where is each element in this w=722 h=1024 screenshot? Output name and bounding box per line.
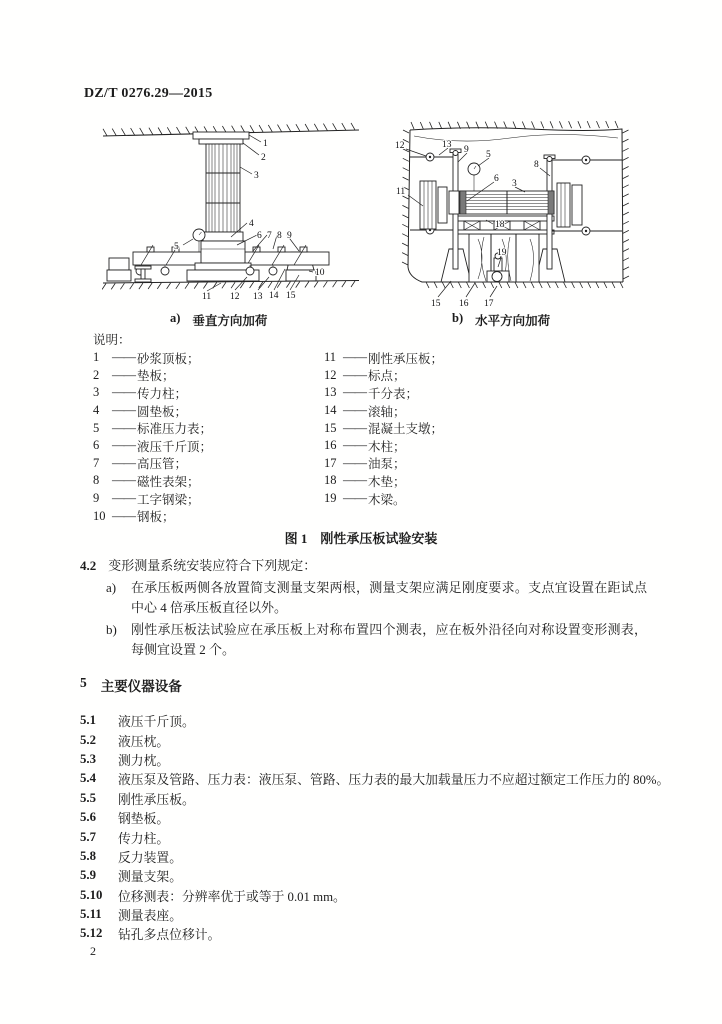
legend-item-dash: —— bbox=[343, 350, 366, 365]
subfigure-b-caption bbox=[452, 311, 550, 329]
clause-row bbox=[80, 711, 669, 730]
clause-number: 5.9 bbox=[80, 868, 96, 883]
callout-12: 12 bbox=[230, 292, 240, 302]
callout-5: 5 bbox=[486, 150, 491, 160]
section-title: 主要仪器设备 bbox=[100, 679, 182, 694]
clause-number: 5.11 bbox=[80, 907, 102, 922]
clause-text: 液压千斤顶。 bbox=[118, 715, 195, 730]
legend-item-label: 磁性表架； bbox=[137, 474, 200, 489]
legend-item-label: 砂浆顶板； bbox=[137, 351, 200, 366]
legend-item-dash: —— bbox=[343, 403, 366, 418]
legend-item-number: 3 bbox=[93, 385, 100, 400]
legend-item-dash: —— bbox=[112, 403, 135, 418]
legend-item-dash: —— bbox=[112, 438, 135, 453]
callout-18: 18 bbox=[495, 220, 505, 230]
legend-item-dash: —— bbox=[343, 491, 366, 506]
legend-item-number: 14 bbox=[324, 403, 337, 418]
legend-item bbox=[324, 402, 443, 420]
legend-item-number: 5 bbox=[93, 420, 100, 435]
legend-item bbox=[324, 490, 443, 508]
clause-number: 5.8 bbox=[80, 848, 96, 863]
legend-item bbox=[93, 455, 212, 473]
clause-row bbox=[80, 905, 669, 924]
standard-number: DZ/T 0276.29—2015 bbox=[84, 86, 213, 101]
legend-item bbox=[93, 349, 212, 367]
legend-item-number: 13 bbox=[324, 385, 337, 400]
legend-item-dash: —— bbox=[343, 385, 366, 400]
legend-item-number: 18 bbox=[324, 473, 337, 488]
legend-item-dash: —— bbox=[343, 367, 366, 382]
clause-row bbox=[80, 789, 669, 808]
callout-8: 8 bbox=[534, 160, 539, 170]
legend-item-label: 木柱； bbox=[368, 439, 406, 454]
legend-item-label: 滚轴； bbox=[368, 404, 406, 419]
figure-caption: 图 1 刚性承压板试验安装 bbox=[284, 531, 438, 546]
legend-item-dash: —— bbox=[112, 367, 135, 382]
legend-item-label: 木梁。 bbox=[368, 492, 406, 507]
legend-item-dash: —— bbox=[343, 455, 366, 470]
clause-text: 反力装置。 bbox=[118, 850, 182, 865]
clause-row bbox=[80, 886, 669, 905]
legend-item bbox=[93, 367, 212, 385]
callout-9: 9 bbox=[287, 231, 292, 241]
legend-item bbox=[324, 367, 443, 385]
legend-item bbox=[324, 455, 443, 473]
list-item bbox=[80, 620, 647, 660]
clause-row bbox=[80, 924, 669, 943]
clause-number: 5.12 bbox=[80, 926, 103, 941]
callout-11: 11 bbox=[202, 292, 212, 302]
legend-item-number: 15 bbox=[324, 420, 337, 435]
legend-item bbox=[324, 419, 443, 437]
callout-9: 9 bbox=[464, 145, 469, 155]
callout-3: 3 bbox=[512, 179, 517, 189]
clause-text: 液压枕。 bbox=[118, 734, 170, 749]
legend-item-dash: —— bbox=[112, 455, 135, 470]
clause-number: 5.1 bbox=[80, 713, 96, 728]
clause-number: 5.6 bbox=[80, 810, 96, 825]
callout-4: 4 bbox=[249, 219, 254, 229]
page-number: 2 bbox=[90, 944, 96, 958]
legend-item-dash: —— bbox=[343, 420, 366, 435]
legend-item-dash: —— bbox=[343, 438, 366, 453]
legend-item-label: 标准压力表； bbox=[137, 422, 213, 437]
clause-number: 5.5 bbox=[80, 790, 96, 805]
callout-10: 10 bbox=[315, 268, 325, 278]
clause-text: 位移测表：分辨率优于或等于 0.01 mm。 bbox=[118, 889, 346, 904]
legend-item bbox=[93, 402, 212, 420]
legend-item bbox=[324, 472, 443, 490]
callout-13: 13 bbox=[442, 140, 452, 150]
callout-15: 15 bbox=[431, 299, 441, 309]
legend-item-dash: —— bbox=[112, 508, 135, 523]
clause-number: 5.10 bbox=[80, 887, 103, 902]
clause-text: 传力柱。 bbox=[118, 831, 170, 846]
callout-7: 7 bbox=[267, 231, 272, 241]
clause-4-2-items bbox=[80, 578, 647, 660]
callout-12: 12 bbox=[395, 141, 405, 151]
section-number: 5 bbox=[80, 675, 87, 690]
legend-item-label: 圆垫板； bbox=[137, 404, 188, 419]
load-column bbox=[193, 132, 249, 232]
legend-item-label: 混凝土支墩； bbox=[368, 422, 444, 437]
legend-item-number: 6 bbox=[93, 438, 100, 453]
clause-row bbox=[80, 750, 669, 769]
legend-item-number: 19 bbox=[324, 491, 337, 506]
list-item bbox=[80, 578, 647, 618]
clause-number: 5.4 bbox=[80, 771, 96, 786]
clause-text: 变形测量系统安装应符合下列规定： bbox=[108, 558, 317, 573]
legend-item-number: 8 bbox=[93, 473, 100, 488]
legend-item bbox=[324, 437, 443, 455]
clause-text: 钻孔多点位移计。 bbox=[118, 928, 221, 943]
callout-15: 15 bbox=[286, 291, 296, 301]
callout-14: 14 bbox=[269, 291, 279, 301]
legend-item-label: 传力柱； bbox=[137, 386, 188, 401]
legend-item-label: 千分表； bbox=[368, 386, 419, 401]
legend-item bbox=[93, 507, 212, 525]
legend-item bbox=[93, 384, 212, 402]
legend-item-number: 17 bbox=[324, 455, 337, 470]
clause-row bbox=[80, 866, 669, 885]
clause-4-2 bbox=[80, 556, 647, 660]
callout-6: 6 bbox=[494, 174, 499, 184]
clause-text: 钢垫板。 bbox=[118, 812, 170, 827]
legend-column-left bbox=[93, 349, 212, 525]
legend-item-label: 木垫； bbox=[368, 474, 406, 489]
subfigure-b-title: 水平方向加荷 bbox=[475, 314, 551, 328]
section-5-heading bbox=[80, 675, 182, 695]
legend-item bbox=[93, 437, 212, 455]
legend-item-dash: —— bbox=[343, 473, 366, 488]
legend-item-label: 刚性承压板； bbox=[368, 351, 444, 366]
legend-item bbox=[324, 384, 443, 402]
legend-item-label: 液压千斤顶； bbox=[137, 439, 213, 454]
clause-text: 测量表座。 bbox=[118, 909, 182, 924]
callout-6: 6 bbox=[257, 231, 262, 241]
clause-row bbox=[80, 730, 669, 749]
legend-item-dash: —— bbox=[112, 350, 135, 365]
list-item-text: 在承压板两侧各放置简支测量支架两根，测量支架应满足刚度要求。支点宜设置在距试点中心 4 倍承压板直径以外。 bbox=[131, 580, 647, 615]
legend-item-label: 标点； bbox=[368, 369, 406, 384]
legend-item-label: 高压管； bbox=[137, 457, 188, 472]
legend-item-dash: —— bbox=[112, 473, 135, 488]
diagram-a-vertical-loading bbox=[102, 119, 364, 311]
callout-17: 17 bbox=[484, 299, 494, 309]
callout-8: 8 bbox=[277, 231, 282, 241]
legend-item bbox=[324, 349, 443, 367]
callout-1: 1 bbox=[263, 139, 268, 149]
clause-text: 刚性承压板。 bbox=[118, 792, 195, 807]
legend-item-label: 工字钢梁； bbox=[137, 492, 200, 507]
clause-row bbox=[80, 769, 669, 788]
list-item-label: a) bbox=[106, 580, 117, 595]
legend-item-number: 10 bbox=[93, 508, 106, 523]
subfigure-b-label: b) bbox=[452, 311, 464, 325]
legend-item-number: 9 bbox=[93, 491, 100, 506]
legend-item-label: 垫板； bbox=[137, 369, 175, 384]
list-item-label: b) bbox=[106, 622, 117, 637]
clause-text: 测量支架。 bbox=[118, 870, 182, 885]
legend-item-number: 1 bbox=[93, 350, 100, 365]
legend-item-label: 油泵； bbox=[368, 457, 406, 472]
clause-number: 5.2 bbox=[80, 732, 96, 747]
callout-16: 16 bbox=[459, 299, 469, 309]
clause-number: 5.7 bbox=[80, 829, 96, 844]
subfigure-a-caption bbox=[170, 311, 267, 329]
diagram-b-horizontal-loading bbox=[390, 119, 642, 311]
pressure-gauge bbox=[468, 163, 480, 191]
callout-5: 5 bbox=[174, 242, 179, 252]
callout-13: 13 bbox=[253, 292, 263, 302]
legend-item bbox=[93, 490, 212, 508]
callout-11: 11 bbox=[396, 187, 406, 197]
legend-heading: 说明： bbox=[93, 333, 131, 347]
legend-item-number: 16 bbox=[324, 438, 337, 453]
clause-number: 4.2 bbox=[80, 558, 97, 573]
clause-row bbox=[80, 847, 669, 866]
legend-item-number: 12 bbox=[324, 367, 337, 382]
loading-column bbox=[460, 191, 554, 214]
clause-4-2-heading bbox=[80, 556, 647, 576]
callout-19: 19 bbox=[497, 248, 507, 258]
legend-item-dash: —— bbox=[112, 491, 135, 506]
subfigure-a-label: a) bbox=[170, 311, 181, 325]
callout-2: 2 bbox=[261, 153, 266, 163]
legend-item-number: 2 bbox=[93, 367, 100, 382]
legend-item-label: 钢板； bbox=[137, 510, 175, 525]
list-item-text: 刚性承压板法试验应在承压板上对称布置四个测表，应在板外沿径向对称设置变形测表，每侧宜设置 2 个。 bbox=[131, 622, 647, 657]
callout-3: 3 bbox=[254, 171, 259, 181]
legend-item-number: 4 bbox=[93, 403, 100, 418]
legend-item bbox=[93, 419, 212, 437]
clause-text: 液压泵及管路、压力表：液压泵、管路、压力表的最大加载量压力不应超过额定工作压力的 80%。 bbox=[118, 773, 670, 788]
clause-text: 测力枕。 bbox=[118, 753, 170, 768]
legend-item-number: 11 bbox=[324, 350, 337, 365]
clause-number: 5.3 bbox=[80, 751, 96, 766]
section-5-clauses bbox=[80, 711, 669, 944]
legend-item-dash: —— bbox=[112, 420, 135, 435]
clause-row bbox=[80, 808, 669, 827]
legend-item-number: 7 bbox=[93, 455, 100, 470]
legend-item bbox=[93, 472, 212, 490]
clause-row bbox=[80, 827, 669, 846]
legend-item-dash: —— bbox=[112, 385, 135, 400]
subfigure-a-title: 垂直方向加荷 bbox=[192, 314, 268, 328]
legend-column-right bbox=[324, 349, 443, 507]
